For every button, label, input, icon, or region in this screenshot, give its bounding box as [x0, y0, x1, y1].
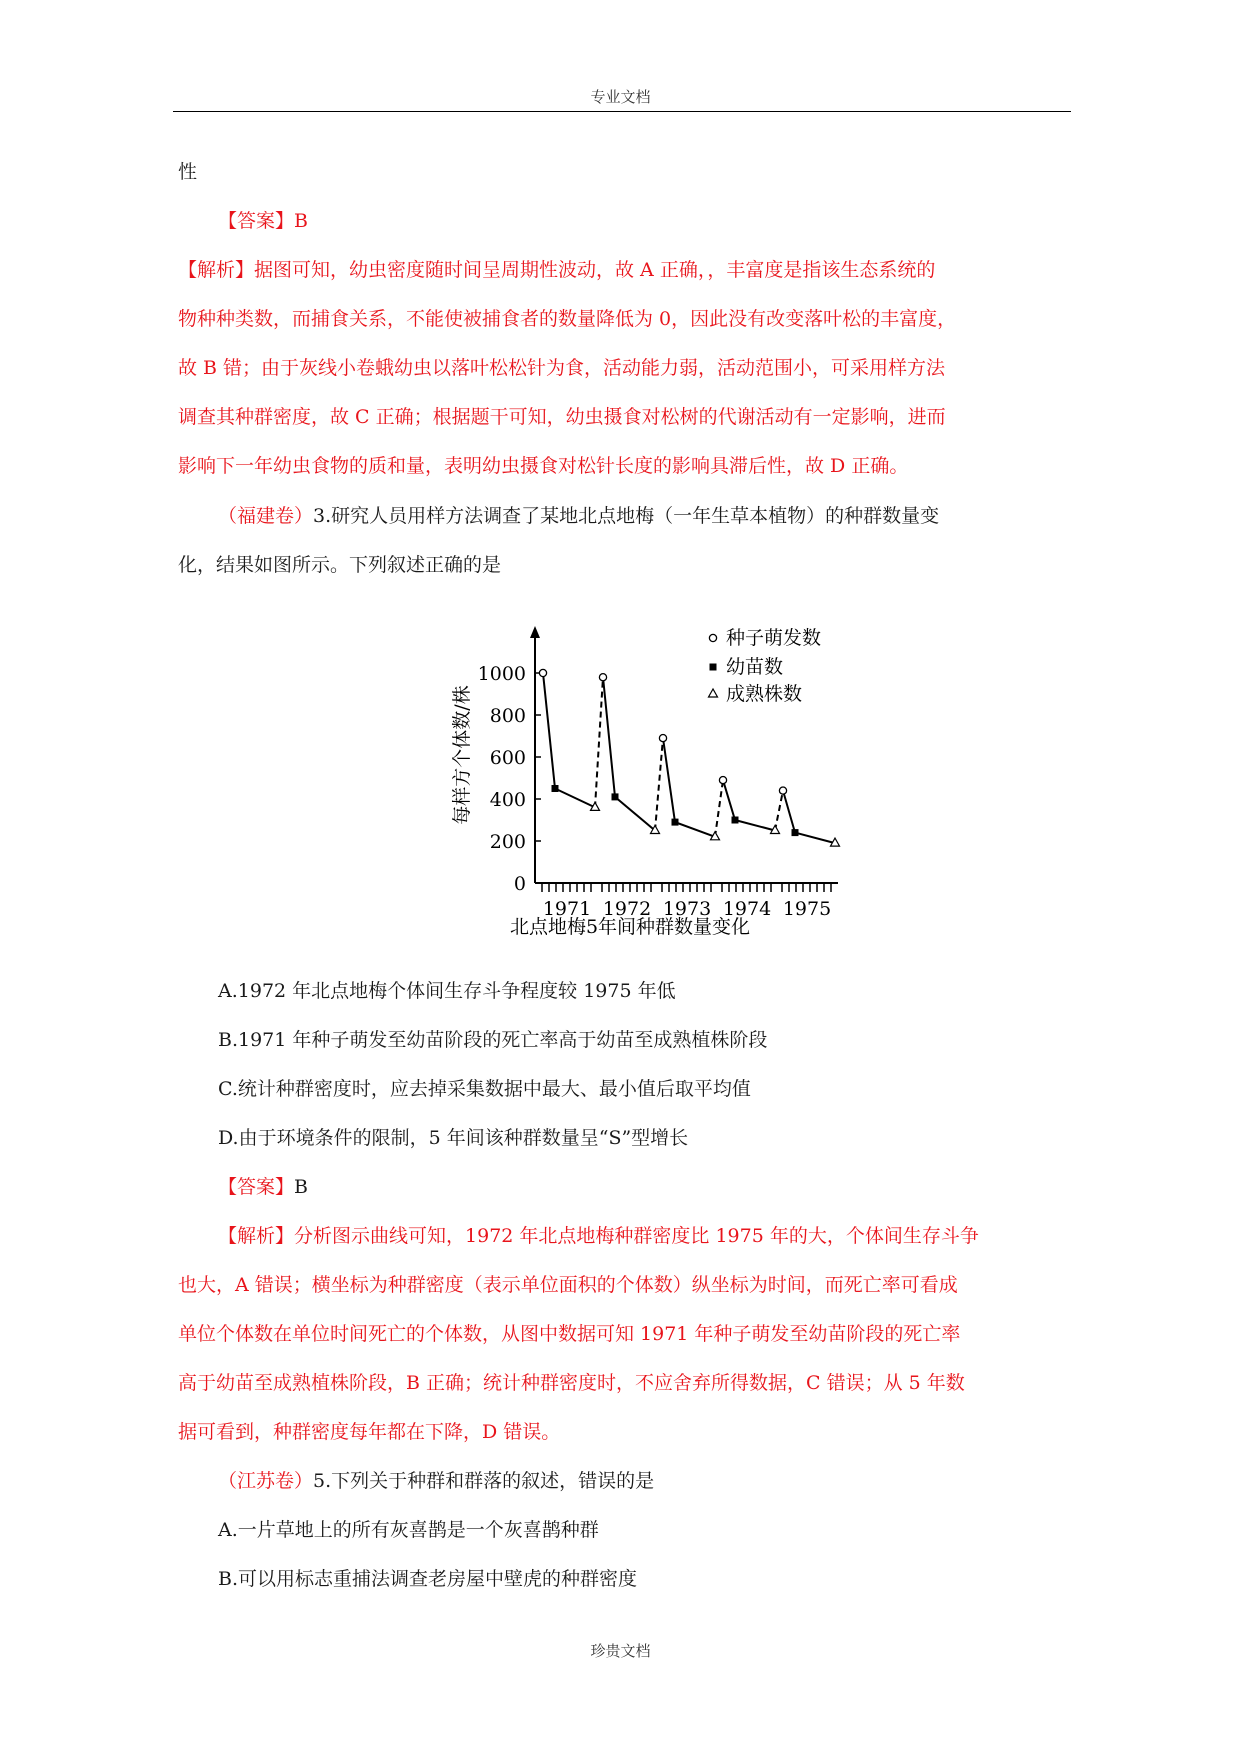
series-line — [783, 791, 835, 844]
analysis-line: 也大，A 错误；横坐标为种群密度（表示单位面积的个体数）纵坐标为时间，而死亡率可看成 — [178, 1274, 958, 1296]
point-seedling — [612, 793, 619, 800]
option-a: A.一片草地上的所有灰喜鹊是一个灰喜鹊种群 — [218, 1519, 599, 1541]
series-connector — [775, 791, 783, 831]
chart-legend — [709, 627, 822, 705]
point-seed-germination — [719, 777, 726, 784]
legend-marker-circle — [709, 634, 716, 641]
series-connector — [595, 677, 603, 807]
analysis-label: 【解析】 — [218, 1225, 295, 1247]
legend-marker-triangle — [709, 689, 718, 697]
question-stem-text: 5.下列关于种群和群落的叙述，错误的是 — [313, 1470, 655, 1492]
legend-label: 幼苗数 — [726, 656, 784, 678]
series-connector — [715, 780, 723, 837]
answer-line-q2 — [218, 212, 308, 231]
analysis-line: 故 B 错；由于灰线小卷蛾幼虫以落叶松松针为食，活动能力弱，活动范围小，可采用样方法 — [178, 357, 946, 379]
y-tick-label: 600 — [489, 747, 526, 769]
analysis-line: 物种种类数，而捕食关系，不能使被捕食者的数量降低为 0，因此没有改变落叶松的丰富度， — [178, 308, 957, 330]
series-line — [603, 677, 655, 830]
question-stem-q3 — [218, 507, 939, 526]
point-seedling — [792, 829, 799, 836]
option-d: D.由于环境条件的限制，5 年间该种群数量呈“S”型增长 — [218, 1127, 689, 1149]
analysis-line: 影响下一年幼虫食物的质和量，表明幼虫摄食对松针长度的影响具滞后性，故 D 正确。 — [178, 455, 909, 477]
y-axis-arrow — [530, 626, 540, 638]
analysis-label: 【解析】 — [178, 259, 255, 281]
text-line: 性 — [178, 161, 198, 183]
series-connector — [655, 738, 663, 830]
analysis-line: 单位个体数在单位时间死亡的个体数，从图中数据可知 1971 年种子萌发至幼苗阶段的死亡率 — [178, 1323, 961, 1345]
option-b: B.1971 年种子萌发至幼苗阶段的死亡率高于幼苗至成熟植株阶段 — [218, 1029, 768, 1051]
chart-axes — [478, 626, 838, 920]
analysis-line: 高于幼苗至成熟植株阶段，B 正确；统计种群密度时，不应舍弃所得数据，C 错误；从 5 年数 — [178, 1372, 965, 1394]
point-seed-germination — [599, 674, 606, 681]
y-tick-label: 800 — [489, 705, 526, 727]
question-stem-q3-line2: 化，结果如图所示。下列叙述正确的是 — [178, 554, 502, 576]
option-b: B.可以用标志重捕法调查老房屋中壁虎的种群密度 — [218, 1568, 638, 1590]
point-seedling — [552, 785, 559, 792]
population-chart — [440, 615, 880, 950]
x-tick-label: 1971 — [542, 898, 592, 920]
question-stem-q5 — [218, 1472, 654, 1491]
legend-label: 成熟株数 — [726, 683, 803, 705]
answer-label: 【答案】 — [218, 1176, 295, 1198]
series-line — [663, 738, 715, 837]
x-tick-label: 1975 — [782, 898, 832, 920]
y-tick-label: 0 — [513, 873, 526, 895]
analysis-line: 调查其种群密度，故 C 正确；根据题干可知，幼虫摄食对松树的代谢活动有一定影响，进而 — [178, 406, 946, 428]
answer-line-q3 — [218, 1178, 308, 1197]
legend-label: 种子萌发数 — [726, 627, 822, 649]
analysis-line-q3 — [218, 1227, 979, 1246]
answer-label: 【答案】 — [218, 210, 295, 232]
x-tick-label: 1973 — [662, 898, 712, 920]
point-seedling — [732, 817, 739, 824]
answer-value: B — [294, 1176, 308, 1198]
legend-marker-square — [710, 664, 717, 671]
header-rule — [173, 111, 1071, 112]
y-axis-label: 每样方个体数/株 — [451, 685, 473, 825]
analysis-line: 据可看到，种群密度每年都在下降，D 错误。 — [178, 1421, 561, 1443]
series-line — [543, 673, 595, 807]
x-tick-label: 1972 — [602, 898, 652, 920]
question-stem-text: 3.研究人员用样方法调查了某地北点地梅（一年生草本植物）的种群数量变 — [313, 505, 940, 527]
chart-title: 北点地梅5年间种群数量变化 — [509, 916, 751, 938]
analysis-text: 分析图示曲线可知，1972 年北点地梅种群密度比 1975 年的大，个体间生存斗争 — [294, 1225, 979, 1247]
y-tick-label: 200 — [489, 831, 526, 853]
question-source: （福建卷） — [218, 505, 314, 527]
point-seed-germination — [659, 735, 666, 742]
series-line — [723, 780, 775, 830]
analysis-line — [178, 261, 935, 280]
point-seedling — [672, 819, 679, 826]
analysis-text: 据图可知，幼虫密度随时间呈周期性波动，故 A 正确，，丰富度是指该生态系统的 — [254, 259, 936, 281]
option-c: C.统计种群密度时，应去掉采集数据中最大、最小值后取平均值 — [218, 1078, 751, 1100]
question-source: （江苏卷） — [218, 1470, 314, 1492]
page-footer: 珍贵文档 — [590, 1642, 651, 1660]
option-a: A.1972 年北点地梅个体间生存斗争程度较 1975 年低 — [218, 980, 676, 1002]
point-seed-germination — [779, 787, 786, 794]
answer-value: B — [294, 210, 308, 232]
x-tick-label: 1974 — [722, 898, 772, 920]
y-tick-label: 400 — [489, 789, 526, 811]
y-tick-label: 1000 — [477, 663, 526, 685]
page-header: 专业文档 — [590, 88, 651, 106]
point-seed-germination — [539, 669, 546, 676]
